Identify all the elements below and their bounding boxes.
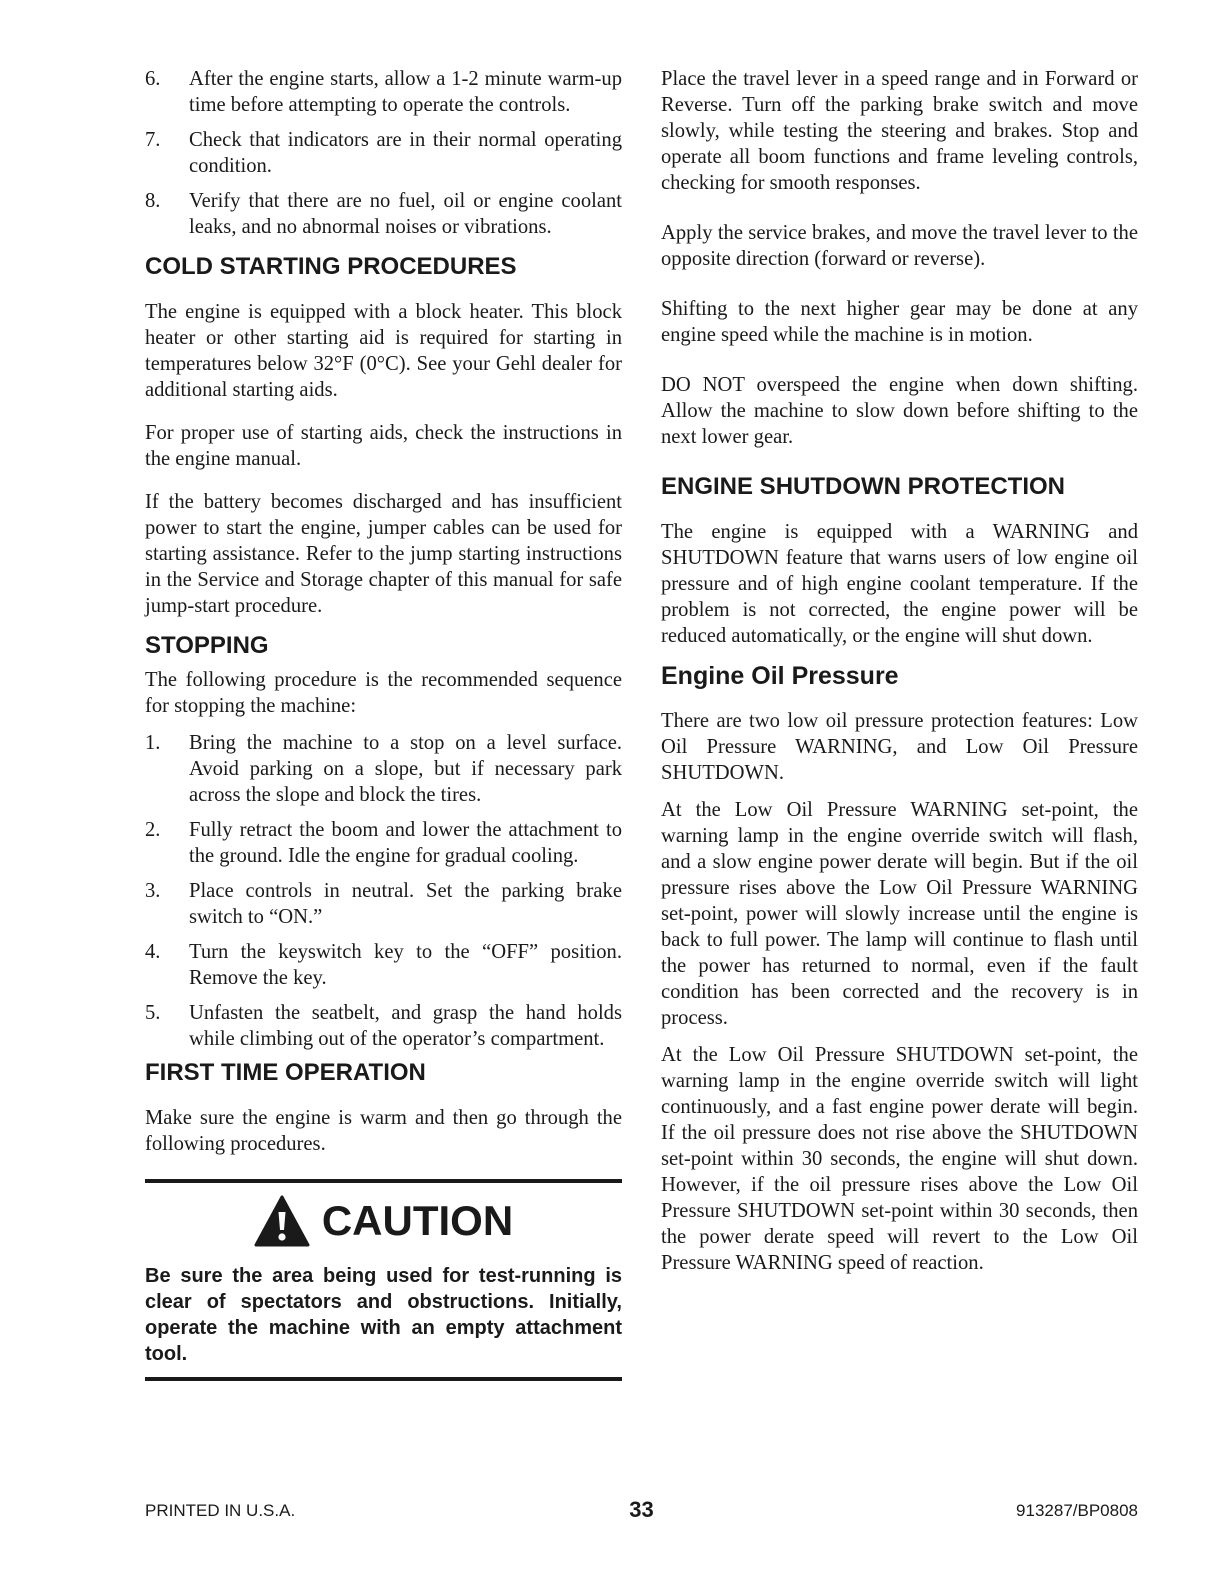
caution-text: Be sure the area being used for test-running is clear of spectators and obstructions. Initially, operate the machine with an empty attachment tool. — [145, 1265, 622, 1365]
list-item — [145, 730, 622, 808]
oil-pressure-paragraph-1: There are two low oil pressure protection features: Low Oil Pressure WARNING, and Low Oil Pressure SHUTDOWN. — [661, 710, 1138, 784]
list-item — [145, 878, 622, 930]
engine-shutdown-paragraph: The engine is equipped with a WARNING and SHUTDOWN feature that warns users of low engine oil pressure and of high engine coolant temperature. If the problem is not corrected, the engine power will be reduced automatically, or the engine will shut down. — [661, 521, 1138, 647]
list-number: 2. — [145, 819, 161, 841]
footer-printed-in: PRINTED IN U.S.A. — [145, 1501, 296, 1520]
list-item — [145, 66, 622, 118]
list-item — [145, 127, 622, 179]
oil-pressure-paragraph-3: At the Low Oil Pressure SHUTDOWN set-point, the warning lamp in the engine override switch will light continuously, and a fast engine power derate will begin. If the oil pressure does not rise above the SHUTDOWN set-point within 30 seconds, the engine will shut down. However, if the oil pressure rises above the Low Oil Pressure SHUTDOWN set-point within 30 seconds, then the power derate speed will revert to the Low Oil Pressure WARNING speed of reaction. — [661, 1044, 1138, 1274]
list-text: Place controls in neutral. Set the parking brake switch to “ON.” — [189, 880, 622, 928]
list-item — [145, 939, 622, 991]
page-number: 33 — [629, 1497, 654, 1522]
caution-box — [145, 1179, 622, 1381]
list-number: 6. — [145, 68, 161, 90]
list-text: Verify that there are no fuel, oil or engine coolant leaks, and no abnormal noises or vibrations. — [189, 190, 622, 238]
right-column — [661, 66, 1138, 1287]
travel-paragraph-3: Shifting to the next higher gear may be done at any engine speed while the machine is in motion. — [661, 298, 1138, 346]
engine-oil-pressure-heading: Engine Oil Pressure — [661, 662, 899, 690]
cold-starting-paragraph-1: The engine is equipped with a block heater. This block heater or other starting aid is required for starting in temperatures below 32°F (0°C). See your Gehl dealer for additional starting aids. — [145, 301, 622, 401]
list-text: Turn the keyswitch key to the “OFF” position. Remove the key. — [189, 941, 622, 989]
caution-title: CAUTION — [321, 1197, 514, 1244]
warning-triangle-icon — [254, 1195, 310, 1247]
list-item — [145, 188, 622, 240]
first-time-operation-paragraph: Make sure the engine is warm and then go through the following procedures. — [145, 1107, 622, 1155]
list-text: Unfasten the seatbelt, and grasp the hand holds while climbing out of the operator’s compartment. — [189, 1002, 622, 1050]
engine-shutdown-heading: ENGINE SHUTDOWN PROTECTION — [661, 473, 1066, 500]
list-number: 8. — [145, 190, 161, 212]
stopping-heading: STOPPING — [145, 632, 269, 659]
list-item — [145, 1000, 622, 1052]
cold-starting-heading: COLD STARTING PROCEDURES — [145, 253, 517, 280]
page-footer — [145, 1497, 1138, 1525]
footer-document-code: 913287/BP0808 — [1016, 1501, 1138, 1520]
oil-pressure-paragraph-2: At the Low Oil Pressure WARNING set-point, the warning lamp in the engine override switch will flash, and a slow engine power derate will begin. But if the oil pressure rises above the Low Oil Pressure WARNING set-point, power will slowly increase until the engine is back to full power. The lamp will continue to flash until the power has returned to normal, even if the fault condition has been corrected and the recovery is in process. — [661, 799, 1138, 1029]
startup-steps-list — [145, 66, 622, 240]
travel-paragraph-1: Place the travel lever in a speed range and in Forward or Reverse. Turn off the parking brake switch and move slowly, while testing the steering and brakes. Stop and operate all boom functions and frame leveling controls, checking for smooth responses. — [661, 68, 1138, 194]
list-number: 7. — [145, 129, 161, 151]
cold-starting-paragraph-3: If the battery becomes discharged and has insufficient power to start the engine, jumper cables can be used for starting assistance. Refer to the jump starting instructions in the Service and Storage chapter of this manual for safe jump-start procedure. — [145, 491, 622, 617]
list-text: After the engine starts, allow a 1-2 minute warm-up time before attempting to operate the controls. — [189, 68, 622, 116]
stopping-intro: The following procedure is the recommended sequence for stopping the machine: — [145, 669, 622, 717]
list-text: Fully retract the boom and lower the attachment to the ground. Idle the engine for gradual cooling. — [189, 819, 622, 867]
list-number: 1. — [145, 732, 161, 754]
stopping-steps-list — [145, 730, 622, 1052]
travel-paragraph-2: Apply the service brakes, and move the travel lever to the opposite direction (forward or reverse). — [661, 222, 1138, 270]
list-number: 4. — [145, 941, 161, 963]
list-number: 3. — [145, 880, 161, 902]
travel-paragraph-4: DO NOT overspeed the engine when down shifting. Allow the machine to slow down before shifting to the next lower gear. — [661, 374, 1138, 448]
first-time-operation-heading: FIRST TIME OPERATION — [145, 1059, 426, 1086]
caution-header — [145, 1189, 622, 1253]
list-text: Check that indicators are in their normal operating condition. — [189, 129, 622, 177]
cold-starting-paragraph-2: For proper use of starting aids, check the instructions in the engine manual. — [145, 422, 622, 470]
left-column — [145, 66, 622, 1381]
list-number: 5. — [145, 1002, 161, 1024]
list-item — [145, 817, 622, 869]
list-text: Bring the machine to a stop on a level surface. Avoid parking on a slope, but if necessary park across the slope and block the tires. — [189, 732, 622, 806]
